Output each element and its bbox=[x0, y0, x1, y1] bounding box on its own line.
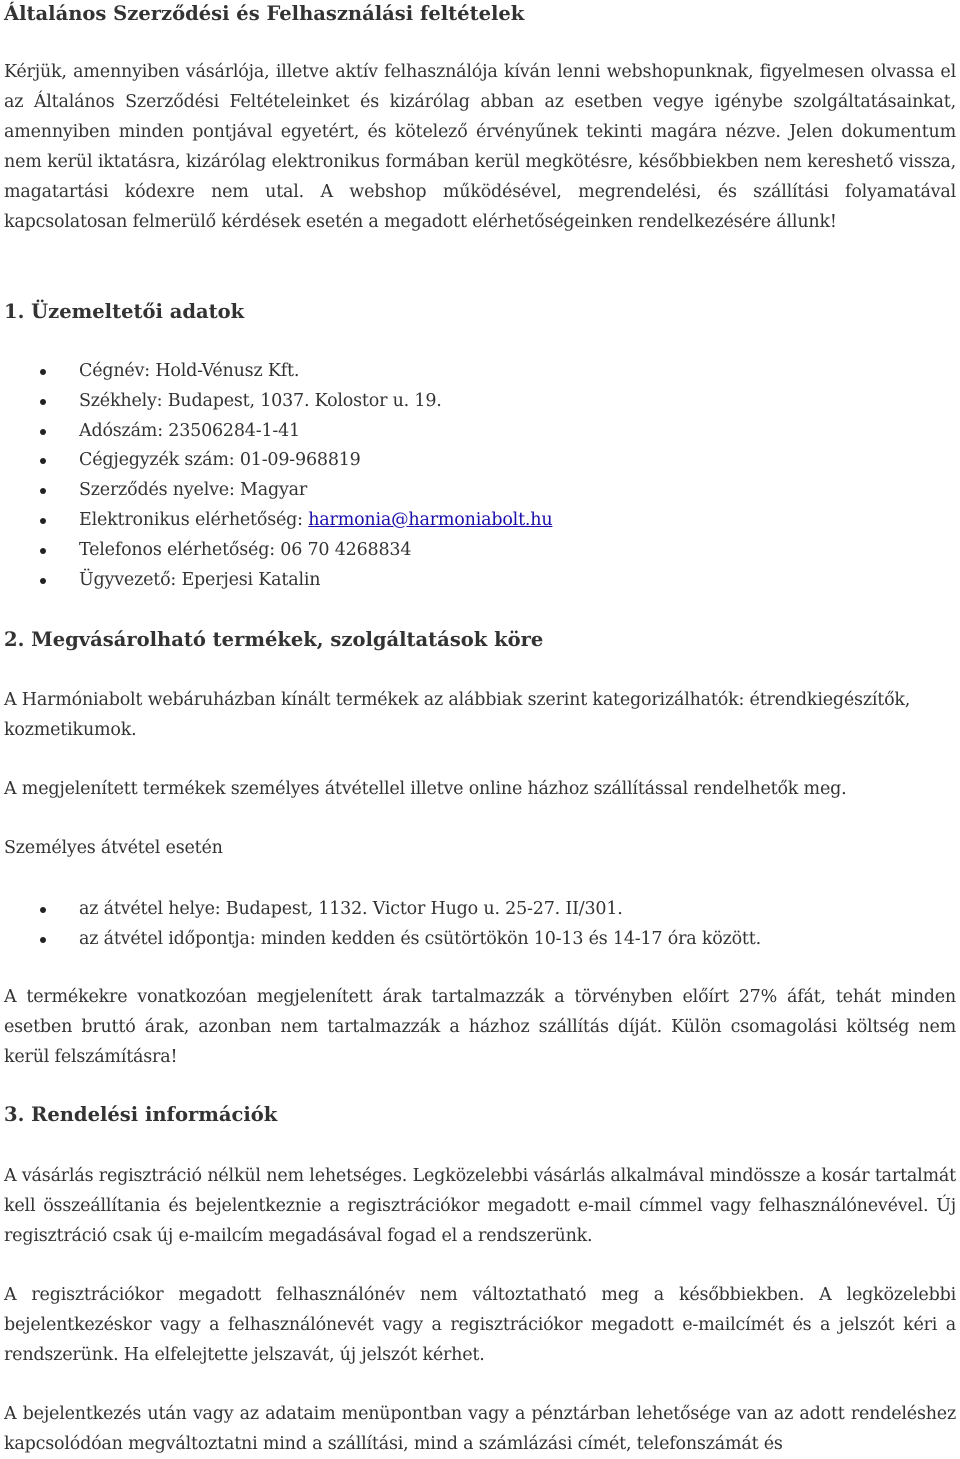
registration-paragraph: A vásárlás regisztráció nélkül nem lehetséges. Legközelebbi vásárlás alkalmával mindössze a kosár tartalmát kell összeállítania és bejelentkeznie a regisztrációkor megadott e-mail címmel vagy felhasználónevével. Új regisztráció csak új e-mailcím megadásával fogad el a rendszerünk. bbox=[4, 1166, 956, 1246]
bullet-icon bbox=[40, 429, 46, 435]
bullet-icon bbox=[40, 578, 46, 584]
products-paragraph: A Harmóniabolt webáruházban kínált termékek az alábbiak szerint kategorizálhatók: étrendkiegészítők, kozmetikumok. bbox=[4, 690, 911, 740]
address-change-paragraph: A bejelentkezés után vagy az adataim menüpontban vagy a pénztárban lehetősége van az adott rendeléshez kapcsolódóan megváltoztatni mind a szállítási, mind a számlázási címét, telefonszámát és bbox=[4, 1404, 956, 1454]
bullet-icon bbox=[40, 548, 46, 554]
ordering-methods-paragraph: A megjelenített termékek személyes átvétellel illetve online házhoz szállítással rendelhetők meg. bbox=[4, 779, 847, 799]
bullet-icon bbox=[40, 458, 46, 464]
list-item: Telefonos elérhetőség: 06 70 4268834 bbox=[0, 535, 956, 565]
list-item: Székhely: Budapest, 1037. Kolostor u. 19. bbox=[0, 386, 956, 416]
operator-details-list bbox=[0, 356, 956, 594]
list-item: Cégjegyzék szám: 01-09-968819 bbox=[0, 445, 956, 475]
bullet-icon bbox=[40, 518, 46, 524]
bullet-icon bbox=[40, 399, 46, 405]
list-item bbox=[0, 505, 956, 535]
section-2-heading: 2. Megvásárolható termékek, szolgáltatások köre bbox=[4, 628, 544, 651]
email-link[interactable]: harmonia@harmoniabolt.hu bbox=[308, 509, 553, 530]
list-item: az átvétel helye: Budapest, 1132. Victor Hugo u. 25-27. II/301. bbox=[0, 894, 956, 924]
list-item: Ügyvezető: Eperjesi Katalin bbox=[0, 565, 956, 595]
page-title: Általános Szerződési és Felhasználási feltételek bbox=[4, 2, 525, 25]
list-item: Szerződés nyelve: Magyar bbox=[0, 475, 956, 505]
list-item: Adószám: 23506284-1-41 bbox=[0, 416, 956, 446]
bullet-icon bbox=[40, 369, 46, 375]
intro-paragraph: Kérjük, amennyiben vásárlója, illetve aktív felhasználója kíván lenni webshopunknak, figyelmesen olvassa el az Általános Szerződési Feltételeinket és kizárólag abban az esetben vegye igénybe szolgáltatásainkat, amennyiben minden pontjával egyetért, és kötelező érvényűnek tekinti magára nézve. Jelen dokumentum nem kerül iktatásra, kizárólag elektronikus formában kerül megkötésre, későbbiekben nem kereshető vissza, magatartási kódexre nem utal. A webshop működésével, megrendelési, és szállítási folyamatával kapcsolatosan felmerülő kérdések esetén a megadott elérhetőségeinken rendelkezésére állunk! bbox=[4, 62, 956, 232]
list-item: Cégnév: Hold-Vénusz Kft. bbox=[0, 356, 956, 386]
pickup-list bbox=[0, 894, 956, 954]
bullet-icon bbox=[40, 907, 46, 913]
section-3-heading: 3. Rendelési információk bbox=[4, 1103, 278, 1126]
bullet-icon bbox=[40, 937, 46, 943]
list-item: az átvétel időpontja: minden kedden és csütörtökön 10-13 és 14-17 óra között. bbox=[0, 924, 956, 954]
pickup-heading: Személyes átvétel esetén bbox=[4, 838, 223, 858]
section-1-heading: 1. Üzemeltetői adatok bbox=[4, 300, 245, 323]
username-paragraph: A regisztrációkor megadott felhasználónév nem változtatható meg a későbbiekben. A legközelebbi bejelentkezéskor vagy a felhasználónevét vagy a regisztrációkor megadott e-mailcímét és a jelszót kéri a rendszerünk. Ha elfelejtette jelszavát, új jelszót kérhet. bbox=[4, 1285, 956, 1365]
email-label: Elektronikus elérhetőség: bbox=[79, 509, 309, 530]
prices-paragraph: A termékekre vonatkozóan megjelenített árak tartalmazzák a törvényben előírt 27% áfát, tehát minden esetben bruttó árak, azonban nem tartalmazzák a házhoz szállítás díját. Külön csomagolási költség nem kerül felszámításra! bbox=[4, 987, 956, 1067]
bullet-icon bbox=[40, 488, 46, 494]
